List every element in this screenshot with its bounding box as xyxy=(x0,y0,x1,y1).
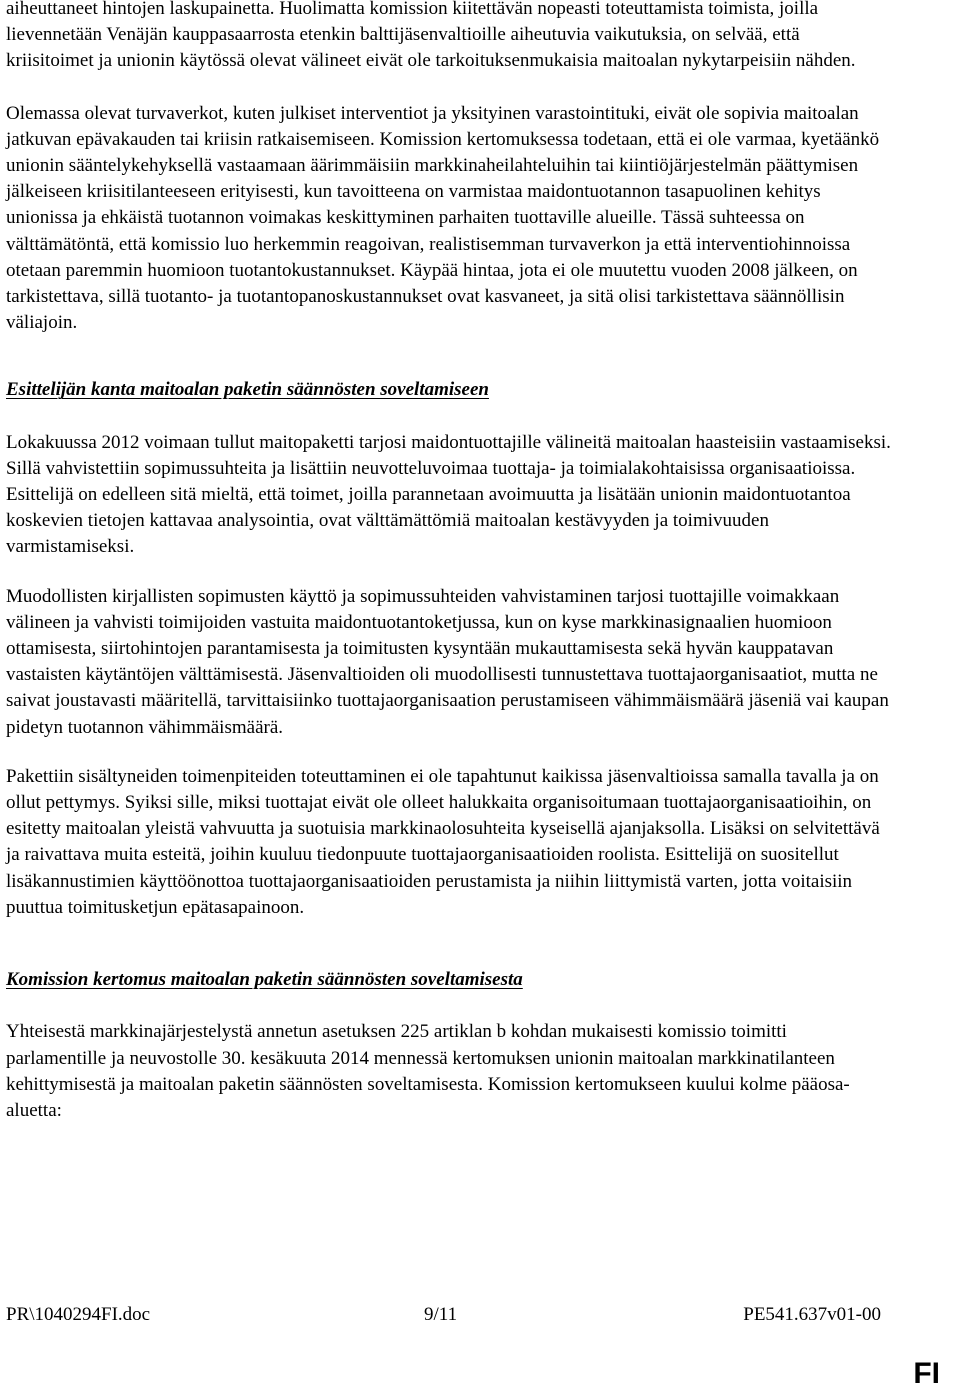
paragraph-milk-package: Lokakuussa 2012 voimaan tullut maitopaketti tarjosi maidontuottajille välineitä maitoalan haasteisiin vastaamiseksi. Sillä vahvistettiin sopimussuhteita ja lisättiin neuvotteluvoimaa tuottaja- ja toimialakohtaisissa organisaatioissa. Esittelijä on edelleen sitä mieltä, että toimet, joilla parannetaan avoimuutta ja lisätään unionin maidontuotantoa koskevien tietojen kattavaa analysointia, ovat välttämättömiä maitoalan kestävyyden ja toimivuuden varmistamiseksi. xyxy=(6,431,891,558)
section-heading-rapporteur-position: Esittelijän kanta maitoalan paketin säännösten soveltamiseen xyxy=(6,379,489,401)
page-footer xyxy=(6,1302,881,1328)
paragraph-commission-report: Yhteisestä markkinajärjestelystä annetun asetuksen 225 artiklan b kohdan mukaisesti komissio toimitti parlamentille ja neuvostolle 30. kesäkuuta 2014 mennessä kertomuksen unionin maitoalan markkinatilanteen kehittymisestä ja maitoalan paketin säännösten soveltamisesta. Komission kertomukseen kuului kolme pääosa-aluetta: xyxy=(6,1021,850,1121)
footer-pe-ref: PE541.637v01-00 xyxy=(743,1304,881,1325)
paragraph-written-contracts: Muodollisten kirjallisten sopimusten käyttö ja sopimussuhteiden vahvistaminen tarjosi tuottajille voimakkaan välineen ja vahvisti toimijoiden vastuita maidontuotantoketjussa, kun on kyse markkinasignaalien huomioon ottamisesta, siirtohintojen parantamisesta ja toimitusten kysyntään mukauttamisesta sekä hyvän kauppatavan vastaisten käytäntöjen välttämisestä. Jäsenvaltioiden oli muodollisesti tunnustettava tuottajaorganisaatiot, mutta ne saivat joustavasti määritellä, tarvittaisiinko tuottajaorganisaation perustamiseen vähimmäismäärä jäseniä vai kaupan pidetyn tuotannon vähimmäismäärä. xyxy=(6,585,889,738)
footer-page-number: 9/11 xyxy=(424,1304,458,1325)
language-code: FI xyxy=(913,1357,940,1390)
paragraph-crisis-measures: aiheuttaneet hintojen laskupainetta. Huolimatta komission kiitettävän nopeasti toteuttamista toimista, joilla lievennetään Venäjän kauppasaarrosta etenkin balttijäsenvaltioille aiheutuvia vaikutuksia, on selvää, että kriisitoimet ja unionin käytössä olevat välineet eivät ole tarkoituksenmukaisia maitoalan nykytarpeisiin nähden. xyxy=(6,0,856,72)
section-heading-commission-report: Komission kertomus maitoalan paketin säännösten soveltamisesta xyxy=(6,969,523,991)
paragraph-safety-nets: Olemassa olevat turvaverkot, kuten julkiset interventiot ja yksityinen varastointituki, eivät ole sopivia maitoalan jatkuvan epävakauden tai kriisin ratkaisemiseen. Komission kertomuksessa todetaan, että ei ole varmaa, kyetäänkö unionin sääntelykehyksellä vastaamaan äärimmäisiin markkinaheilahteluihin tai kiintiöjärjestelmän päättymisen jälkeiseen kriisitilanteeseen erityisesti, kun tavoitteena on varmistaa maidontuotannon tasapuolinen kehitys unionissa ja ehkäistä tuotannon voimakas keskittyminen parhaiten tuottaville alueille. Tässä suhteessa on välttämätöntä, että komissio luo herkemmin reagoivan, realistisemman turvaverkon ja että interventiohinnoissa otetaan paremmin huomioon tuotantokustannukset. Käypää hintaa, jota ei ole muutettu vuoden 2008 jälkeen, on tarkistettava, sillä tuotanto- ja tuotantopanoskustannukset ovat kasvaneet, ja sitä olisi tarkistettava säännöllisin väliajoin. xyxy=(6,102,880,334)
document-body xyxy=(6,0,891,1124)
paragraph-implementation: Pakettiin sisältyneiden toimenpiteiden toteuttaminen ei ole tapahtunut kaikissa jäsenvaltioissa samalla tavalla ja on ollut pettymys. Syiksi sille, miksi tuottajat eivät ole olleet halukkaita organisoitumaan tuottajaorganisaatioihin, on esitetty maitoalan yleistä vahvuutta ja suotuisia markkinaolosuhteita kyseisellä ajanjaksolla. Lisäksi on selvitettävä ja raivattava muita esteitä, joihin kuuluu tiedonpuute tuottajaorganisaatioiden roolista. Esittelijä on suositellut lisäkannustimien käyttöönottoa tuottajaorganisaatioiden perustamista ja niihin liittymistä varten, jotta voitaisiin puuttua toimitusketjun epätasapainoon. xyxy=(6,765,880,918)
footer-doc-ref: PR\1040294FI.doc xyxy=(6,1304,151,1325)
